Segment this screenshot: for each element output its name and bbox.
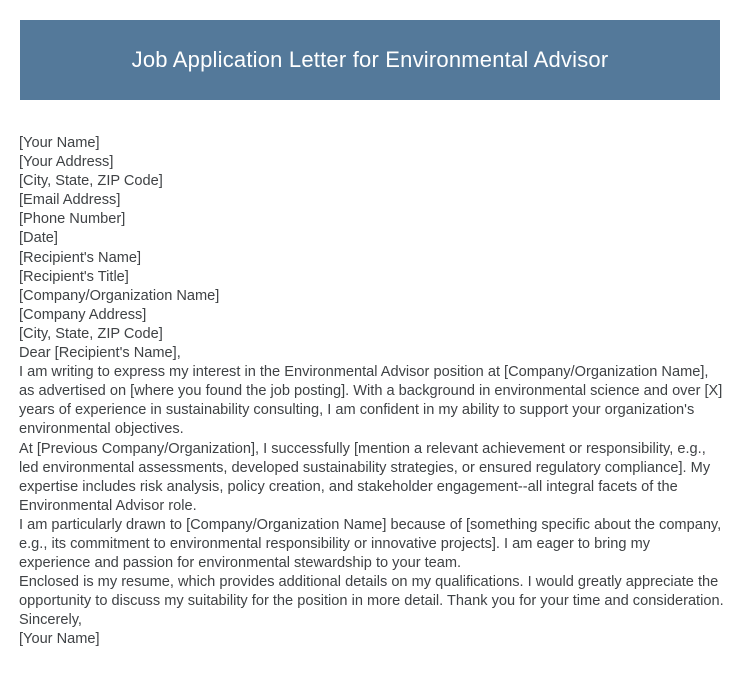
recipient-name-line: [Recipient's Name]: [19, 249, 142, 266]
letter-content: [19, 134, 724, 650]
letter-paragraph-4: Enclosed is my resume, which provides additional details on my qualifications. I would greatly appreciate the opportunity to discuss my suitability for the position in more detail. Thank you for your time and consideration.: [19, 574, 724, 610]
recipient-title-line: [Recipient's Title]: [19, 268, 129, 285]
recipient-address-line: [Company Address]: [19, 306, 147, 323]
sender-email-line: [Email Address]: [19, 192, 121, 209]
sender-address-line: [Your Address]: [19, 154, 114, 171]
sender-phone-line: [Phone Number]: [19, 211, 126, 228]
date-line: [Date]: [19, 230, 58, 247]
letter-paragraph-2: At [Previous Company/Organization], I successfully [mention a relevant achievement or responsibility, e.g., led environmental assessments, developed sustainability strategies, or ensured regulatory compliance]. My expertise includes risk analysis, policy creation, and stakeholder engagement--all integral facets of the Environmental Advisor role.: [19, 440, 711, 514]
salutation-line: Dear [Recipient's Name],: [19, 345, 181, 362]
recipient-city-line: [City, State, ZIP Code]: [19, 325, 163, 342]
page-title: Job Application Letter for Environmental Advisor: [131, 46, 609, 72]
sender-city-line: [City, State, ZIP Code]: [19, 173, 163, 190]
closing-line: Sincerely,: [19, 612, 82, 629]
sender-name-line: [Your Name]: [19, 135, 100, 151]
signature-line: [Your Name]: [19, 631, 100, 648]
document-header-banner: [20, 20, 720, 100]
letter-paragraph-3: I am particularly drawn to [Company/Organization Name] because of [something specific about the company, e.g., its commitment to environmental responsibility or innovative projects]. I am eager to bring my experience and passion for environmental stewardship to your team.: [19, 516, 722, 572]
recipient-company-line: [Company/Organization Name]: [19, 287, 220, 304]
letter-paragraph-1: I am writing to express my interest in the Environmental Advisor position at [Company/Organization Name], as advertised on [where you found the job posting]. With a background in environmental science and over [X] years of experience in sustainability consulting, I am confident in my ability to support your organization's environmental objectives.: [19, 364, 723, 438]
